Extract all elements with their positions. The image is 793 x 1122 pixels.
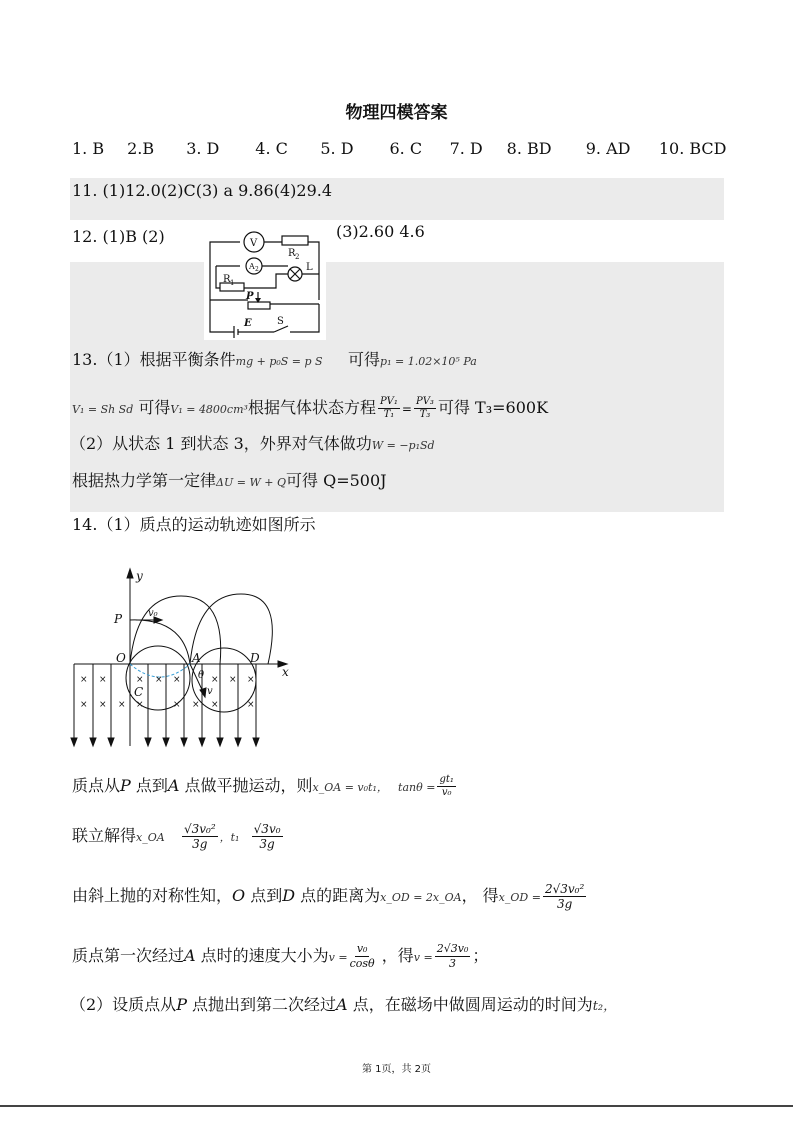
- q14-line-c: [72, 882, 588, 911]
- q14-tan-fraction: [437, 774, 455, 799]
- q12-part3: (3)2.60 4.6: [336, 222, 425, 241]
- q14-line-e: [70, 994, 616, 1018]
- q14-lineC-O: O: [232, 886, 246, 905]
- q14-lineB-f1: x_OA: [136, 831, 165, 844]
- fig-label-x: x: [282, 665, 289, 679]
- fig-label-a: A: [192, 651, 201, 665]
- svg-text:×: ×: [136, 675, 144, 685]
- answer-3: 3. D: [186, 139, 220, 158]
- fig-label-c: C: [134, 685, 144, 699]
- q14-lineB-frac2-den: 3g: [259, 837, 275, 851]
- fig-label-d: D: [250, 651, 260, 665]
- q14-lineD-frac2: [435, 942, 471, 971]
- bottom-rule: [0, 1105, 793, 1107]
- q14-lineD-get: ，得: [381, 946, 414, 965]
- svg-text:×: ×: [211, 700, 219, 710]
- q13-v1-result: V₁ = 4800cm³: [170, 403, 248, 416]
- circuit-label-p: P: [246, 291, 254, 302]
- q13-line2: [72, 396, 548, 421]
- q14-tan-den: v₀: [441, 787, 452, 798]
- q14-lineD-post: 点时的速度大小为: [195, 946, 329, 965]
- q13-fraction-2: [414, 396, 436, 421]
- trajectory-figure: [66, 566, 296, 750]
- q14-line1: 14.（1）质点的运动轨迹如图所示: [72, 515, 316, 534]
- q14-xoa-formula: x_OA = v₀t₁，: [312, 781, 388, 794]
- q13-frac1-den: T₁: [383, 409, 395, 420]
- q14-lineC-frac: [543, 882, 586, 911]
- q14-lineE-mid: 点抛出到第二次经过: [186, 995, 337, 1014]
- q14-tan-formula: tanθ =: [398, 781, 436, 794]
- q14-lineD-frac2-num: 2√3v₀: [436, 942, 469, 955]
- q14-xod-formula: x_OD = 2x_OA: [380, 891, 462, 904]
- q14-lineD-pre: 质点第一次经过: [72, 946, 185, 965]
- answer-4: 4. C: [255, 139, 288, 158]
- svg-text:×: ×: [99, 675, 107, 685]
- q13-frac2-num: PV₃: [415, 396, 434, 407]
- q13-line3-text: （2）从状态 1 到状态 3，外界对气体做功: [70, 434, 372, 453]
- q13-line4: [72, 470, 387, 494]
- q14-lineB-frac1-den: 3g: [192, 837, 208, 851]
- svg-text:×: ×: [229, 675, 237, 685]
- q14-lineC-frac-den: 3g: [556, 897, 573, 911]
- circuit-label-r2-sub: 2: [295, 253, 300, 261]
- circuit-label-l: L: [306, 262, 313, 273]
- svg-text:×: ×: [192, 700, 200, 710]
- q14-lineA-P: P: [120, 776, 131, 795]
- fig-label-v: v: [207, 686, 213, 697]
- q14-line-b: [72, 822, 285, 851]
- q14-tan-num: gt₁: [439, 774, 454, 785]
- q13-fraction-1: [378, 396, 400, 421]
- answer-8: 8. BD: [506, 139, 552, 158]
- fig-label-y: y: [136, 569, 143, 583]
- q13-line1-mid: 可得: [348, 350, 381, 369]
- q14-lineC-get: ， 得: [461, 886, 499, 905]
- svg-text:×: ×: [247, 675, 255, 685]
- answer-9: 9. AD: [585, 139, 631, 158]
- svg-text:×: ×: [118, 700, 126, 710]
- q14-lineC-mid: 点到: [245, 886, 283, 905]
- circuit-label-s: S: [277, 316, 284, 327]
- q14-lineD-f2: v =: [413, 951, 433, 964]
- q14-lineB-pre: 联立解得: [72, 826, 137, 845]
- svg-text:×: ×: [247, 700, 255, 710]
- circuit-label-r1: R: [223, 274, 231, 285]
- q14-lineB-frac1: [182, 822, 218, 851]
- q14-line-a: [72, 774, 458, 799]
- q14-lineD-f1: v =: [328, 951, 348, 964]
- q14-lineA-mid: 点到: [130, 776, 168, 795]
- q13-frac1-num: PV₁: [379, 396, 398, 407]
- svg-text:×: ×: [173, 700, 181, 710]
- fig-label-p: P: [114, 612, 123, 626]
- q14-lineA-post: 点做平抛运动，则: [179, 776, 313, 795]
- q14-lineD-end: ；: [472, 946, 489, 965]
- fig-label-v0: v₀: [148, 608, 158, 619]
- svg-text:×: ×: [136, 700, 144, 710]
- q13-first-law-formula: ΔU = W + Q: [216, 476, 286, 489]
- fig-label-o: O: [116, 651, 126, 665]
- q13-line2-end: 可得 T₃=600K: [437, 398, 549, 417]
- answer-6: 6. C: [389, 139, 423, 158]
- q13-line4-end: 可得 Q=500J: [285, 471, 387, 490]
- svg-text:×: ×: [211, 675, 219, 685]
- q14-xod-result: x_OD =: [498, 891, 541, 904]
- q14-lineB-frac2: [252, 822, 283, 851]
- circuit-label-a2: A: [249, 262, 255, 271]
- q14-lineE-pre: （2）设质点从: [70, 995, 177, 1014]
- q14-lineD-frac2-den: 3: [449, 957, 457, 970]
- q14-lineC-post: 点的距离为: [295, 886, 381, 905]
- q14-lineA-pre: 质点从: [72, 776, 121, 795]
- q13-p1-formula: p₁ = 1.02×10⁵ Pa: [380, 355, 477, 368]
- page-footer: 第 1页，共 2页: [361, 1064, 432, 1075]
- answer-1: 1. B: [72, 139, 105, 158]
- q13-line1-text: 13.（1）根据平衡条件: [72, 350, 236, 369]
- q13-v1-formula: V₁ = Sh Sd: [72, 403, 134, 416]
- answer-10: 10. BCD: [658, 139, 727, 158]
- q13-line1: [72, 349, 477, 373]
- q14-lineE-t2: t₂，: [592, 999, 617, 1014]
- q14-lineB-frac2-num: √3v₀: [253, 822, 281, 836]
- circuit-label-v: V: [250, 238, 258, 249]
- svg-text:×: ×: [99, 700, 107, 710]
- q14-lineD-frac1-num: v₀: [356, 942, 368, 955]
- fig-label-theta: θ: [198, 670, 205, 681]
- q14-lineC-pre: 由斜上抛的对称性知，: [72, 886, 233, 905]
- q11-answer: 11. (1)12.0(2)C(3) a 9.86(4)29.4: [72, 181, 333, 200]
- svg-text:×: ×: [155, 675, 163, 685]
- q14-lineD-frac1-den: cosθ: [349, 957, 375, 970]
- q14-lineB-f2: ，t₁: [219, 831, 240, 844]
- answer-2: 2.B: [127, 139, 155, 158]
- choice-answers: [72, 138, 727, 160]
- q14-lineE-post: 点，在磁场中做圆周运动的时间为: [347, 995, 593, 1014]
- q13-frac2-den: T₃: [419, 409, 431, 420]
- svg-text:×: ×: [80, 675, 88, 685]
- q13-line2-text: 根据气体状态方程: [247, 398, 376, 417]
- page-title: 物理四模答案: [345, 103, 448, 123]
- circuit-diagram: [204, 222, 326, 340]
- q12-prefix: 12. (1)B (2): [72, 227, 165, 246]
- q13-work-formula: W = −p₁Sd: [371, 439, 435, 452]
- q13-balance-formula: mg + p₀S = p S: [235, 355, 323, 368]
- answer-7: 7. D: [449, 139, 483, 158]
- q14-lineC-D: D: [282, 886, 296, 905]
- q14-lineE-P: P: [176, 995, 187, 1014]
- q13-line4-text: 根据热力学第一定律: [72, 471, 217, 490]
- q13-line3: [70, 433, 435, 457]
- q14-lineC-frac-num: 2√3v₀²: [544, 882, 585, 896]
- circuit-label-a2-sub: 2: [255, 266, 259, 273]
- answer-5: 5. D: [320, 139, 354, 158]
- q14-lineD-A: A: [184, 946, 196, 965]
- q13-line2-mid: 可得: [138, 398, 171, 417]
- q14-lineD-frac1: [350, 942, 375, 971]
- svg-text:×: ×: [173, 675, 181, 685]
- circuit-label-r1-sub: 1: [230, 279, 235, 287]
- q14-line-d: [72, 942, 488, 971]
- circuit-label-e: E: [244, 318, 252, 329]
- svg-text:×: ×: [80, 700, 88, 710]
- q14-lineA-A: A: [167, 776, 180, 795]
- q14-lineB-frac1-num: √3v₀²: [183, 822, 216, 836]
- q14-lineE-A: A: [336, 995, 348, 1014]
- q13-frac-eq: =: [401, 402, 412, 416]
- circuit-label-r2: R: [288, 248, 296, 259]
